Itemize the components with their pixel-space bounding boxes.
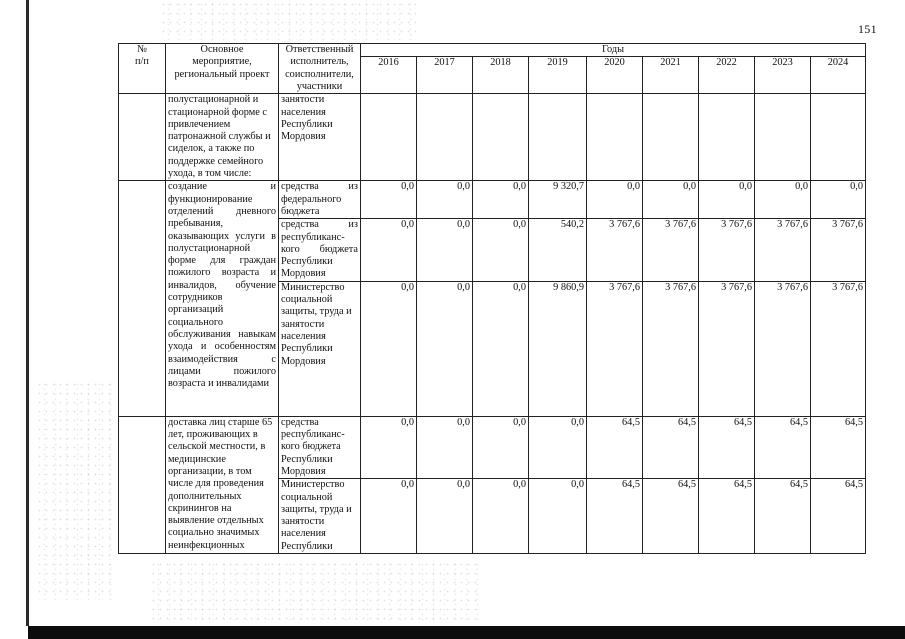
responsible-cell: занятости населения Республики Мордовия — [279, 94, 361, 181]
table-row — [119, 181, 866, 219]
value-cell-2019: 9 860,9 — [529, 281, 587, 416]
year-2023: 2023 — [755, 57, 811, 94]
value-cell-2022: 3 767,6 — [699, 281, 755, 416]
header-responsible: Ответственный исполнитель, соисполнители, участники — [279, 44, 361, 94]
value-cell-2018: 0,0 — [473, 479, 529, 554]
value-cell-2024: 3 767,6 — [811, 219, 866, 281]
scan-bottom-edge — [28, 626, 905, 639]
year-2018: 2018 — [473, 57, 529, 94]
value-cell-2020: 64,5 — [587, 479, 643, 554]
value-cell — [417, 94, 473, 181]
value-cell — [587, 94, 643, 181]
funding-table — [118, 43, 866, 554]
scan-noise-left — [36, 380, 116, 600]
value-cell — [755, 94, 811, 181]
value-cell-2020: 0,0 — [587, 181, 643, 219]
value-cell — [529, 94, 587, 181]
responsible-cell: Министерство социальной защиты, труда и занятости населения Республики — [279, 479, 361, 554]
year-2016: 2016 — [361, 57, 417, 94]
value-cell-2017: 0,0 — [417, 181, 473, 219]
year-2020: 2020 — [587, 57, 643, 94]
event-cell: полустационарной и стационарной форме с привлечением патронажной службы и сиделок, а также по поддержке семейного ухода, в том числе: — [166, 94, 279, 181]
value-cell-2020: 64,5 — [587, 416, 643, 478]
value-cell-2022: 3 767,6 — [699, 219, 755, 281]
value-cell-2017: 0,0 — [417, 281, 473, 416]
value-cell-2016: 0,0 — [361, 219, 417, 281]
header-event: Основное мероприятие, региональный проект — [166, 44, 279, 94]
value-cell-2018: 0,0 — [473, 281, 529, 416]
value-cell-2017: 0,0 — [417, 219, 473, 281]
value-cell-2020: 3 767,6 — [587, 281, 643, 416]
value-cell-2016: 0,0 — [361, 281, 417, 416]
year-2021: 2021 — [643, 57, 699, 94]
value-cell-2023: 64,5 — [755, 416, 811, 478]
responsible-cell: средства из республиканс-кого бюджета Республики Мордовия — [279, 219, 361, 281]
value-cell-2017: 0,0 — [417, 479, 473, 554]
table-row — [119, 416, 866, 478]
value-cell-2024: 64,5 — [811, 416, 866, 478]
scan-left-edge — [26, 0, 29, 626]
event-cell: создание и функционирование отделений дневного пребывания, оказывающих услуги в полустационарной форме для граждан пожилого возраста и инвалидов, обучение сотрудников организаций социального обслуживания навыкам ухода и особенностям взаимодействия с лицами пожилого возраста и инвалидами — [166, 181, 279, 416]
year-2019: 2019 — [529, 57, 587, 94]
value-cell-2022: 64,5 — [699, 479, 755, 554]
value-cell-2017: 0,0 — [417, 416, 473, 478]
row-num-cell — [119, 94, 166, 181]
year-2017: 2017 — [417, 57, 473, 94]
value-cell-2019: 0,0 — [529, 479, 587, 554]
value-cell-2023: 64,5 — [755, 479, 811, 554]
value-cell-2018: 0,0 — [473, 416, 529, 478]
value-cell-2016: 0,0 — [361, 181, 417, 219]
scan-noise-bottom — [150, 560, 480, 620]
value-cell-2023: 0,0 — [755, 181, 811, 219]
value-cell-2023: 3 767,6 — [755, 281, 811, 416]
responsible-cell: средства республиканс-кого бюджета Республики Мордовия — [279, 416, 361, 478]
value-cell-2021: 64,5 — [643, 479, 699, 554]
value-cell — [811, 94, 866, 181]
page-number: 151 — [858, 22, 877, 36]
header-num: № п/п — [119, 44, 166, 94]
value-cell-2021: 0,0 — [643, 181, 699, 219]
value-cell-2018: 0,0 — [473, 181, 529, 219]
value-cell-2019: 0,0 — [529, 416, 587, 478]
value-cell-2016: 0,0 — [361, 416, 417, 478]
value-cell-2021: 64,5 — [643, 416, 699, 478]
row-num-cell — [119, 181, 166, 416]
value-cell-2021: 3 767,6 — [643, 219, 699, 281]
value-cell-2018: 0,0 — [473, 219, 529, 281]
event-cell: доставка лиц старше 65 лет, проживающих в сельской местности, в медицинские организации, в том числе для проведения дополнительных скринингов на выявление отдельных социально значимых неинфекционных — [166, 416, 279, 553]
value-cell-2019: 540,2 — [529, 219, 587, 281]
value-cell-2024: 0,0 — [811, 181, 866, 219]
value-cell — [473, 94, 529, 181]
value-cell — [643, 94, 699, 181]
value-cell-2024: 3 767,6 — [811, 281, 866, 416]
value-cell-2024: 64,5 — [811, 479, 866, 554]
value-cell-2022: 64,5 — [699, 416, 755, 478]
year-2024: 2024 — [811, 57, 866, 94]
table-row — [119, 94, 866, 181]
value-cell-2023: 3 767,6 — [755, 219, 811, 281]
value-cell — [361, 94, 417, 181]
scan-noise-top — [160, 0, 420, 40]
value-cell-2020: 3 767,6 — [587, 219, 643, 281]
value-cell-2021: 3 767,6 — [643, 281, 699, 416]
header-years: Годы — [361, 44, 866, 57]
value-cell-2019: 9 320,7 — [529, 181, 587, 219]
responsible-cell: средства из федерального бюджета — [279, 181, 361, 219]
year-2022: 2022 — [699, 57, 755, 94]
value-cell — [699, 94, 755, 181]
value-cell-2016: 0,0 — [361, 479, 417, 554]
row-num-cell — [119, 416, 166, 553]
value-cell-2022: 0,0 — [699, 181, 755, 219]
responsible-cell: Министерство социальной защиты, труда и занятости населения Республики Мордовия — [279, 281, 361, 416]
